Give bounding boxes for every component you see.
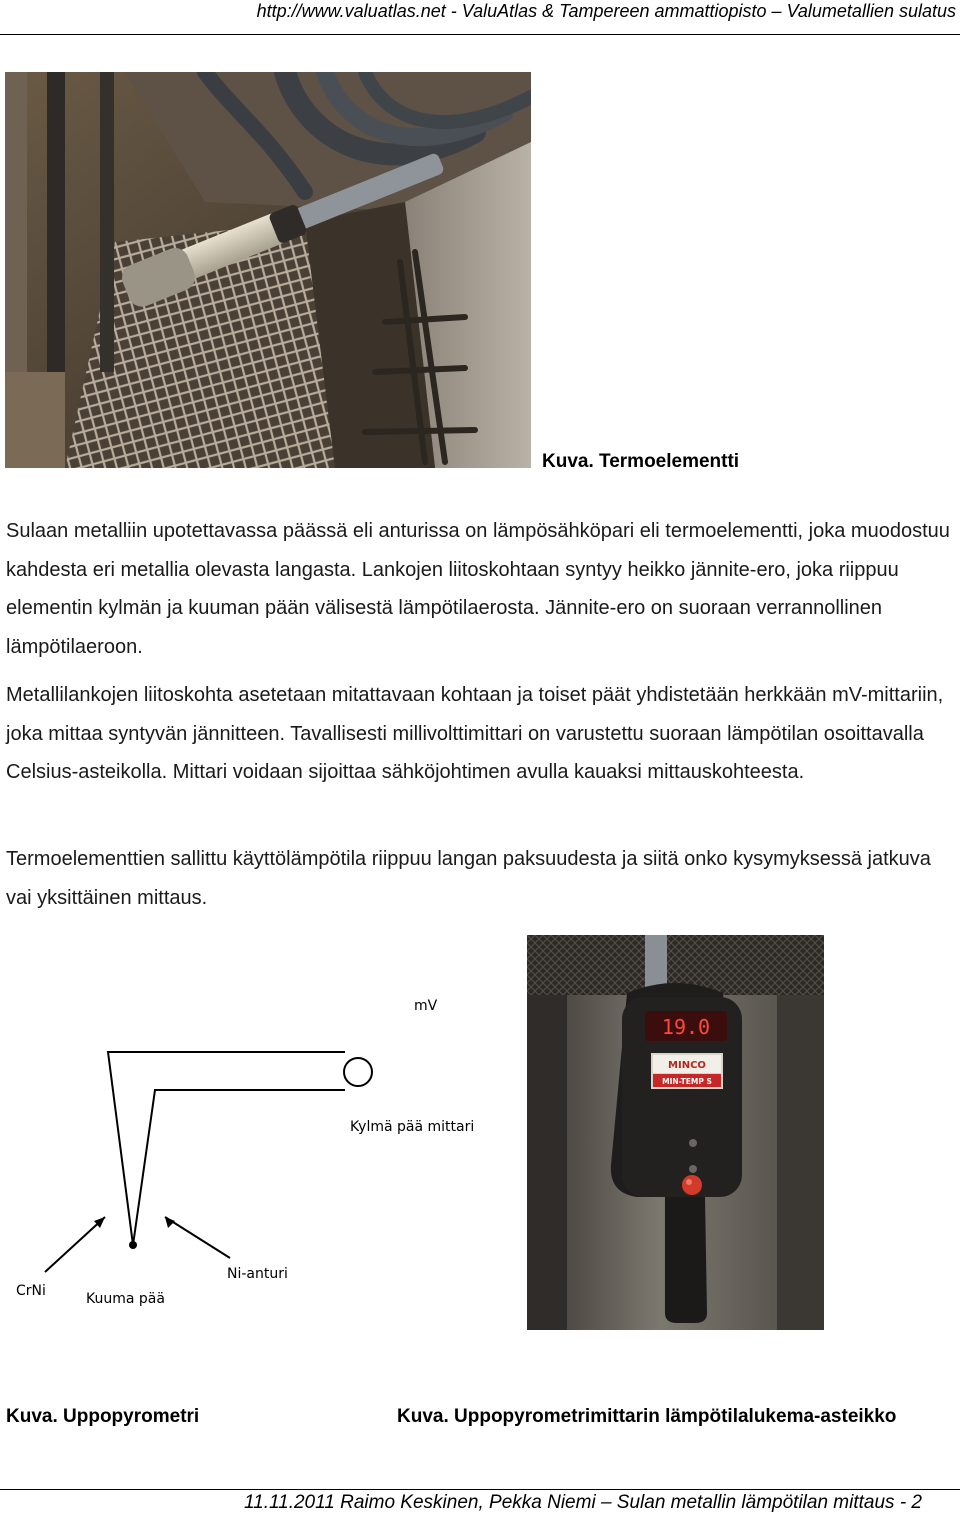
figure-caption-meter-scale: Kuva. Uppopyrometrimittarin lämpötilalukema-asteikko xyxy=(397,1406,897,1427)
header-rule xyxy=(0,34,960,35)
thermocouple-diagram xyxy=(0,990,520,1320)
figure-caption-pyrometer: Kuva. Uppopyrometri xyxy=(6,1406,200,1427)
paragraph-2: Metallilankojen liitoskohta asetetaan mitattavaan kohtaan ja toiset päät yhdistetään herkkään mV-mittariin, joka mittaa syntyvän jännitteen. Tavallisesti millivolttimittari on varustettu suoraan lämpötilan osoittavalla Celsius-asteikolla. Mittari voidaan sijoittaa sähköjohtimen avulla kauaksi mittauskohteesta. xyxy=(6,684,944,783)
meter-model: MIN-TEMP S xyxy=(662,1077,712,1086)
diagram-label-hot-end: Kuuma pää xyxy=(86,1291,165,1307)
thermocouple-photo xyxy=(5,72,531,468)
paragraph-1: Sulaan metalliin upotettavassa päässä eli anturissa on lämpösähköpari eli termoelementti, joka muodostuu kahdesta eri metallia olevasta langasta. Lankojen liitoskohtaan syntyy heikko jännite-ero, joka riippuu elementin kylmän ja kuuman pään välisestä lämpötilaerosta. Jännite-ero on suoraan verrannollinen lämpötilaeroon. xyxy=(6,520,950,658)
meter-brand: MINCO xyxy=(668,1060,706,1071)
meter-photo xyxy=(527,935,824,1330)
page-header: http://www.valuatlas.net - ValuAtlas & Tampereen ammattiopisto – Valumetallien sulatus xyxy=(256,1,956,21)
diagram-label-cold-end: Kylmä pää mittari xyxy=(350,1119,475,1135)
footer-rule xyxy=(0,1489,960,1490)
page-footer: 11.11.2011 Raimo Keskinen, Pekka Niemi – Sulan metallin lämpötilan mittaus - 2 xyxy=(243,1492,922,1513)
diagram-label-mv: mV xyxy=(414,998,438,1014)
diagram-label-crni: CrNi xyxy=(16,1283,46,1299)
diagram-label-ni-sensor: Ni-anturi xyxy=(227,1266,288,1282)
meter-display-reading: 19.0 xyxy=(661,1015,711,1039)
paragraph-3: Termoelementtien sallittu käyttölämpötila riippuu langan paksuudesta ja siitä onko kysymyksessä jatkuva vai yksittäinen mittaus. xyxy=(6,848,931,909)
figure-caption-thermocouple: Kuva. Termoelementti xyxy=(542,451,740,472)
